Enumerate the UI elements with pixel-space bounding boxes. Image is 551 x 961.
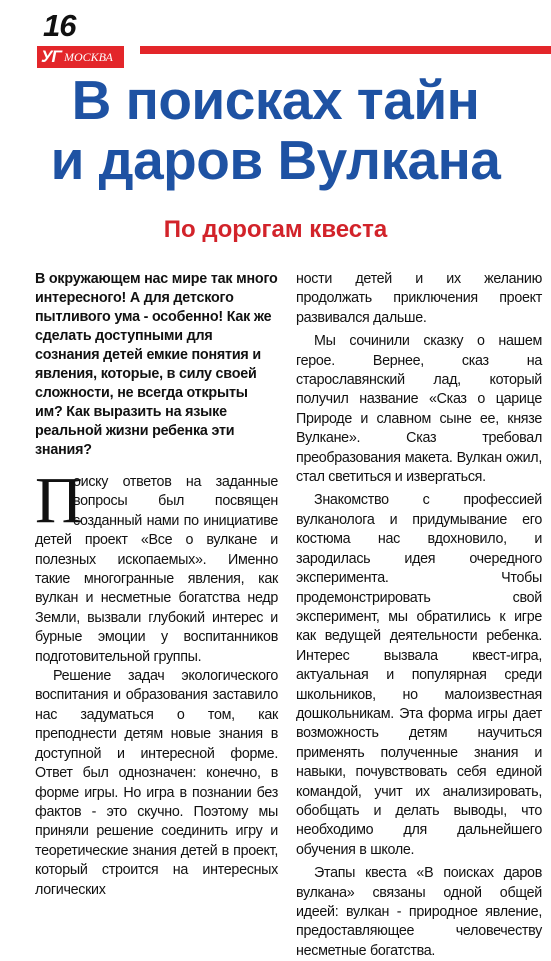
- column-left: [35, 270, 278, 900]
- drop-cap: П: [35, 464, 83, 537]
- paragraph-5: Знакомство с профессией вулканолога и придумывание его костюма нас вдохновило, и зародилась идея очередного эксперимента. Чтобы продемонстрировать свой эксперимент, мы обратились к игре как ведущей деятельности ребенка. Интерес вызвала квест-игра, актуальная и популярная среди школьников, но малоизвестная дошкольникам. Эта форма игры дает возможность детям научиться применять полученные знания и навыки, почувствовать себя единой командой, учит их анализировать, обобщать и делать выводы, что необходимо для дальнейшего обучения в школе.: [296, 492, 542, 858]
- title-line-2: и даров Вулкана: [50, 129, 501, 191]
- title-line-1: В поисках тайн: [71, 69, 480, 131]
- logo-city: МОСКВА: [63, 49, 113, 64]
- paragraph-3: ности детей и их желанию продолжать приключения проект развивался дальше.: [296, 271, 542, 326]
- lead-paragraph: В окружающем нас мире так много интересного! А для детского пытливого ума - особенно! Как же сделать доступными для сознания детей емкие понятия и явления, которые, в силу своей сложности, не всегда открыты им? Как выразить на языке реальной жизни ребенка эти знания?: [35, 271, 278, 458]
- page-badge: [37, 10, 124, 68]
- column-right: [296, 270, 542, 961]
- article-subtitle: По дорогам квеста: [163, 216, 388, 243]
- paragraph-4: Мы сочинили сказку о нашем герое. Вернее, сказ на старославянский лад, который получил название «Сказ о царице Природе и славном сыне ее, князе Вулкане». Сказ требовал преобразования макета. Вулкан ожил, стал светиться и извергаться.: [296, 333, 542, 486]
- paragraph-1: оиску ответов на заданные вопросы был посвящен созданный нами по инициативе детей проект «Все о вулкане и полезных ископаемых». Именно такие многогранные явления, как вулкан и несметные богатства недр Земли, вызвали глубокий интерес и бурные эмоции у воспитанников подготовительной группы.: [35, 474, 278, 665]
- publication-logo: [37, 46, 124, 68]
- header-rule: [140, 46, 551, 54]
- logo-brand: УГ: [41, 47, 61, 66]
- first-paragraph: [35, 464, 278, 667]
- article-title: [0, 70, 551, 190]
- paragraph-2: Решение задач экологического воспитания и образования заставило нас задуматься о том, как преподнести детям новые знания в доступной и интересной форме. Ответ был однозначен: конечно, в форме игры. Но игра в познании без фактов - это скучно. Поэтому мы приняли решение соединить игру и теоретические знания детей в проект, который строится на интересных логических: [35, 668, 278, 898]
- paragraph-6: Этапы квеста «В поисках даров вулкана» связаны одной общей идеей: вулкан - природное явление, предоставляющее человечеству несметные богатства.: [296, 865, 542, 959]
- page-number: 16: [43, 8, 76, 43]
